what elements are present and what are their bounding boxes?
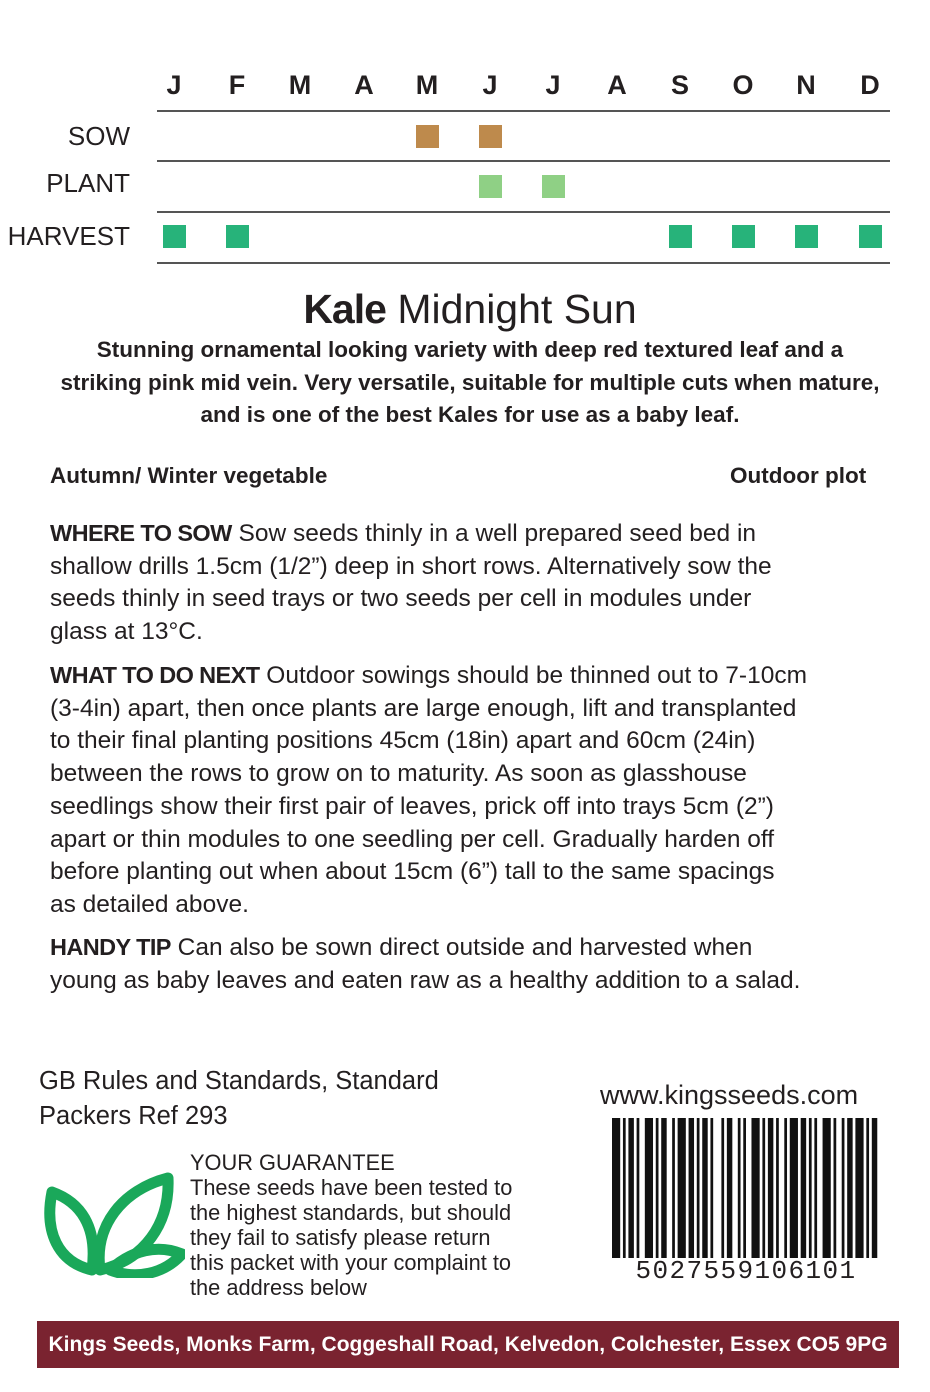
calendar-divider [157,262,890,264]
month-jan: J [166,70,182,100]
standards-text [39,1064,539,1134]
sow-month-marker [416,125,439,148]
barcode-bar [727,1118,732,1258]
website-link[interactable]: www.kingsseeds.com [600,1080,859,1110]
row-label-sow: SOW [67,121,130,151]
barcode-bar [656,1118,659,1258]
harvest-month-marker [795,225,818,248]
packers-ref-line: Packers Ref 293 [39,1102,228,1130]
barcode-bar [834,1118,837,1258]
text-line: seeds thinly in seed trays or two seeds per cell in modules under [50,585,752,613]
barcode-bar [855,1118,863,1258]
guarantee-line: they fail to satisfy please return [190,1225,491,1250]
month-oct: O [732,70,754,100]
text-line: to their final planting positions 45cm (18in) apart and 60cm (24in) [50,727,756,755]
barcode-bar [762,1118,765,1258]
barcode-bar [628,1118,633,1258]
text-line: seedlings show their first pair of leaves, prick off into trays 5cm (2”) [50,792,774,820]
guarantee-line: this packet with your complaint to [190,1250,512,1275]
handy-tip-heading: HANDY TIP [50,934,171,960]
barcode-bar [612,1118,620,1258]
harvest-month-marker [669,225,692,248]
barcode-bar [776,1118,779,1258]
harvest-month-marker [163,225,186,248]
barcode-bar [809,1118,812,1258]
what-to-do-next-heading: WHAT TO DO NEXT [50,662,260,688]
plant-month-marker [542,175,565,198]
row-label-harvest: HARVEST [7,221,130,251]
text-line: (3-4in) apart, then once plants are large enough, lift and transplanted [50,694,797,722]
barcode-bar [790,1118,798,1258]
barcode [612,1118,880,1258]
leaf-logo-icon [40,1170,185,1278]
standards-line: GB Rules and Standards, Standard [39,1067,439,1095]
text-line: shallow drills 1.5cm (1/2”) deep in short rows. Alternatively sow the [50,552,772,580]
product-name-bold: Kale [303,286,386,332]
guarantee-line: These seeds have been tested to [190,1175,513,1200]
guarantee-line: the address below [190,1275,367,1300]
description-line: striking pink mid vein. Very versatile, suitable for multiple cuts when mature, [60,369,880,395]
harvest-month-marker [859,225,882,248]
barcode-bar [678,1118,686,1258]
month-jun: J [482,70,498,100]
row-label-plant: PLANT [46,168,130,198]
product-title [0,286,930,333]
barcode-bar [702,1118,707,1258]
barcode-bar [637,1118,640,1258]
product-name-variety: Midnight Sun [385,286,637,332]
text-line: apart or thin modules to one seedling per cell. Gradually harden off [50,825,775,853]
month-apr: A [354,70,374,100]
text-line: before planting out when about 15cm (6”) tall to the same spacings [50,858,775,886]
month-sep: S [670,70,689,100]
barcode-bar [814,1118,817,1258]
where-to-sow-heading: WHERE TO SOW [50,520,232,546]
barcode-bar [623,1118,626,1258]
barcode-bar [801,1118,806,1258]
barcode-bar [847,1118,852,1258]
text-line: Outdoor sowings should be thinned out to 7-10cm [259,662,807,689]
harvest-month-marker [732,225,755,248]
month-may: M [415,70,439,100]
barcode-bar [710,1118,713,1258]
barcode-bar [672,1118,675,1258]
barcode-bar [645,1118,653,1258]
category-label: Autumn/ Winter vegetable [50,463,328,488]
month-aug: A [607,70,627,100]
text-line: between the rows to grow on to maturity. As soon as glasshouse [50,760,747,788]
text-line: as detailed above. [50,890,249,918]
location-label: Outdoor plot [730,463,867,488]
text-line: Sow seeds thinly in a well prepared seed bed in [231,520,757,547]
barcode-bar [743,1118,746,1258]
calendar-divider [157,110,890,112]
month-feb: F [228,70,246,100]
harvest-month-marker [226,225,249,248]
what-to-do-next-section [50,659,900,922]
product-description [20,334,920,432]
barcode-bar [866,1118,869,1258]
guarantee-line: the highest standards, but should [190,1200,512,1225]
description-line: and is one of the best Kales for use as a baby leaf. [200,402,740,427]
barcode-bar [689,1118,694,1258]
barcode-bar [751,1118,759,1258]
barcode-bar [738,1118,741,1258]
barcode-bar [784,1118,787,1258]
barcode-bar [842,1118,845,1258]
barcode-number: 5027559106101 [635,1256,857,1286]
month-nov: N [796,70,816,100]
month-dec: D [860,70,880,100]
barcode-bar [721,1118,724,1258]
plant-month-marker [479,175,502,198]
barcode-bar [872,1118,877,1258]
guarantee-heading: YOUR GUARANTEE [190,1150,395,1175]
month-mar: M [288,70,312,100]
text-line: glass at 13°C. [50,618,203,646]
barcode-bar [823,1118,831,1258]
guarantee-text [190,1150,590,1300]
calendar-divider [157,211,890,213]
text-line: Can also be sown direct outside and harvested when [170,934,753,961]
text-line: young as baby leaves and eaten raw as a healthy addition to a salad. [50,966,801,994]
month-jul: J [545,70,561,100]
description-line: Stunning ornamental looking variety with deep red textured leaf and a [96,337,844,362]
barcode-bar [697,1118,700,1258]
handy-tip-section [50,931,900,997]
calendar-divider [157,160,890,162]
barcode-bar [768,1118,773,1258]
sow-month-marker [479,125,502,148]
footer-address: Kings Seeds, Monks Farm, Coggeshall Road, Kelvedon, Colchester, Essex CO5 9PG [37,1321,899,1368]
where-to-sow-section [50,517,900,649]
barcode-bar [661,1118,666,1258]
